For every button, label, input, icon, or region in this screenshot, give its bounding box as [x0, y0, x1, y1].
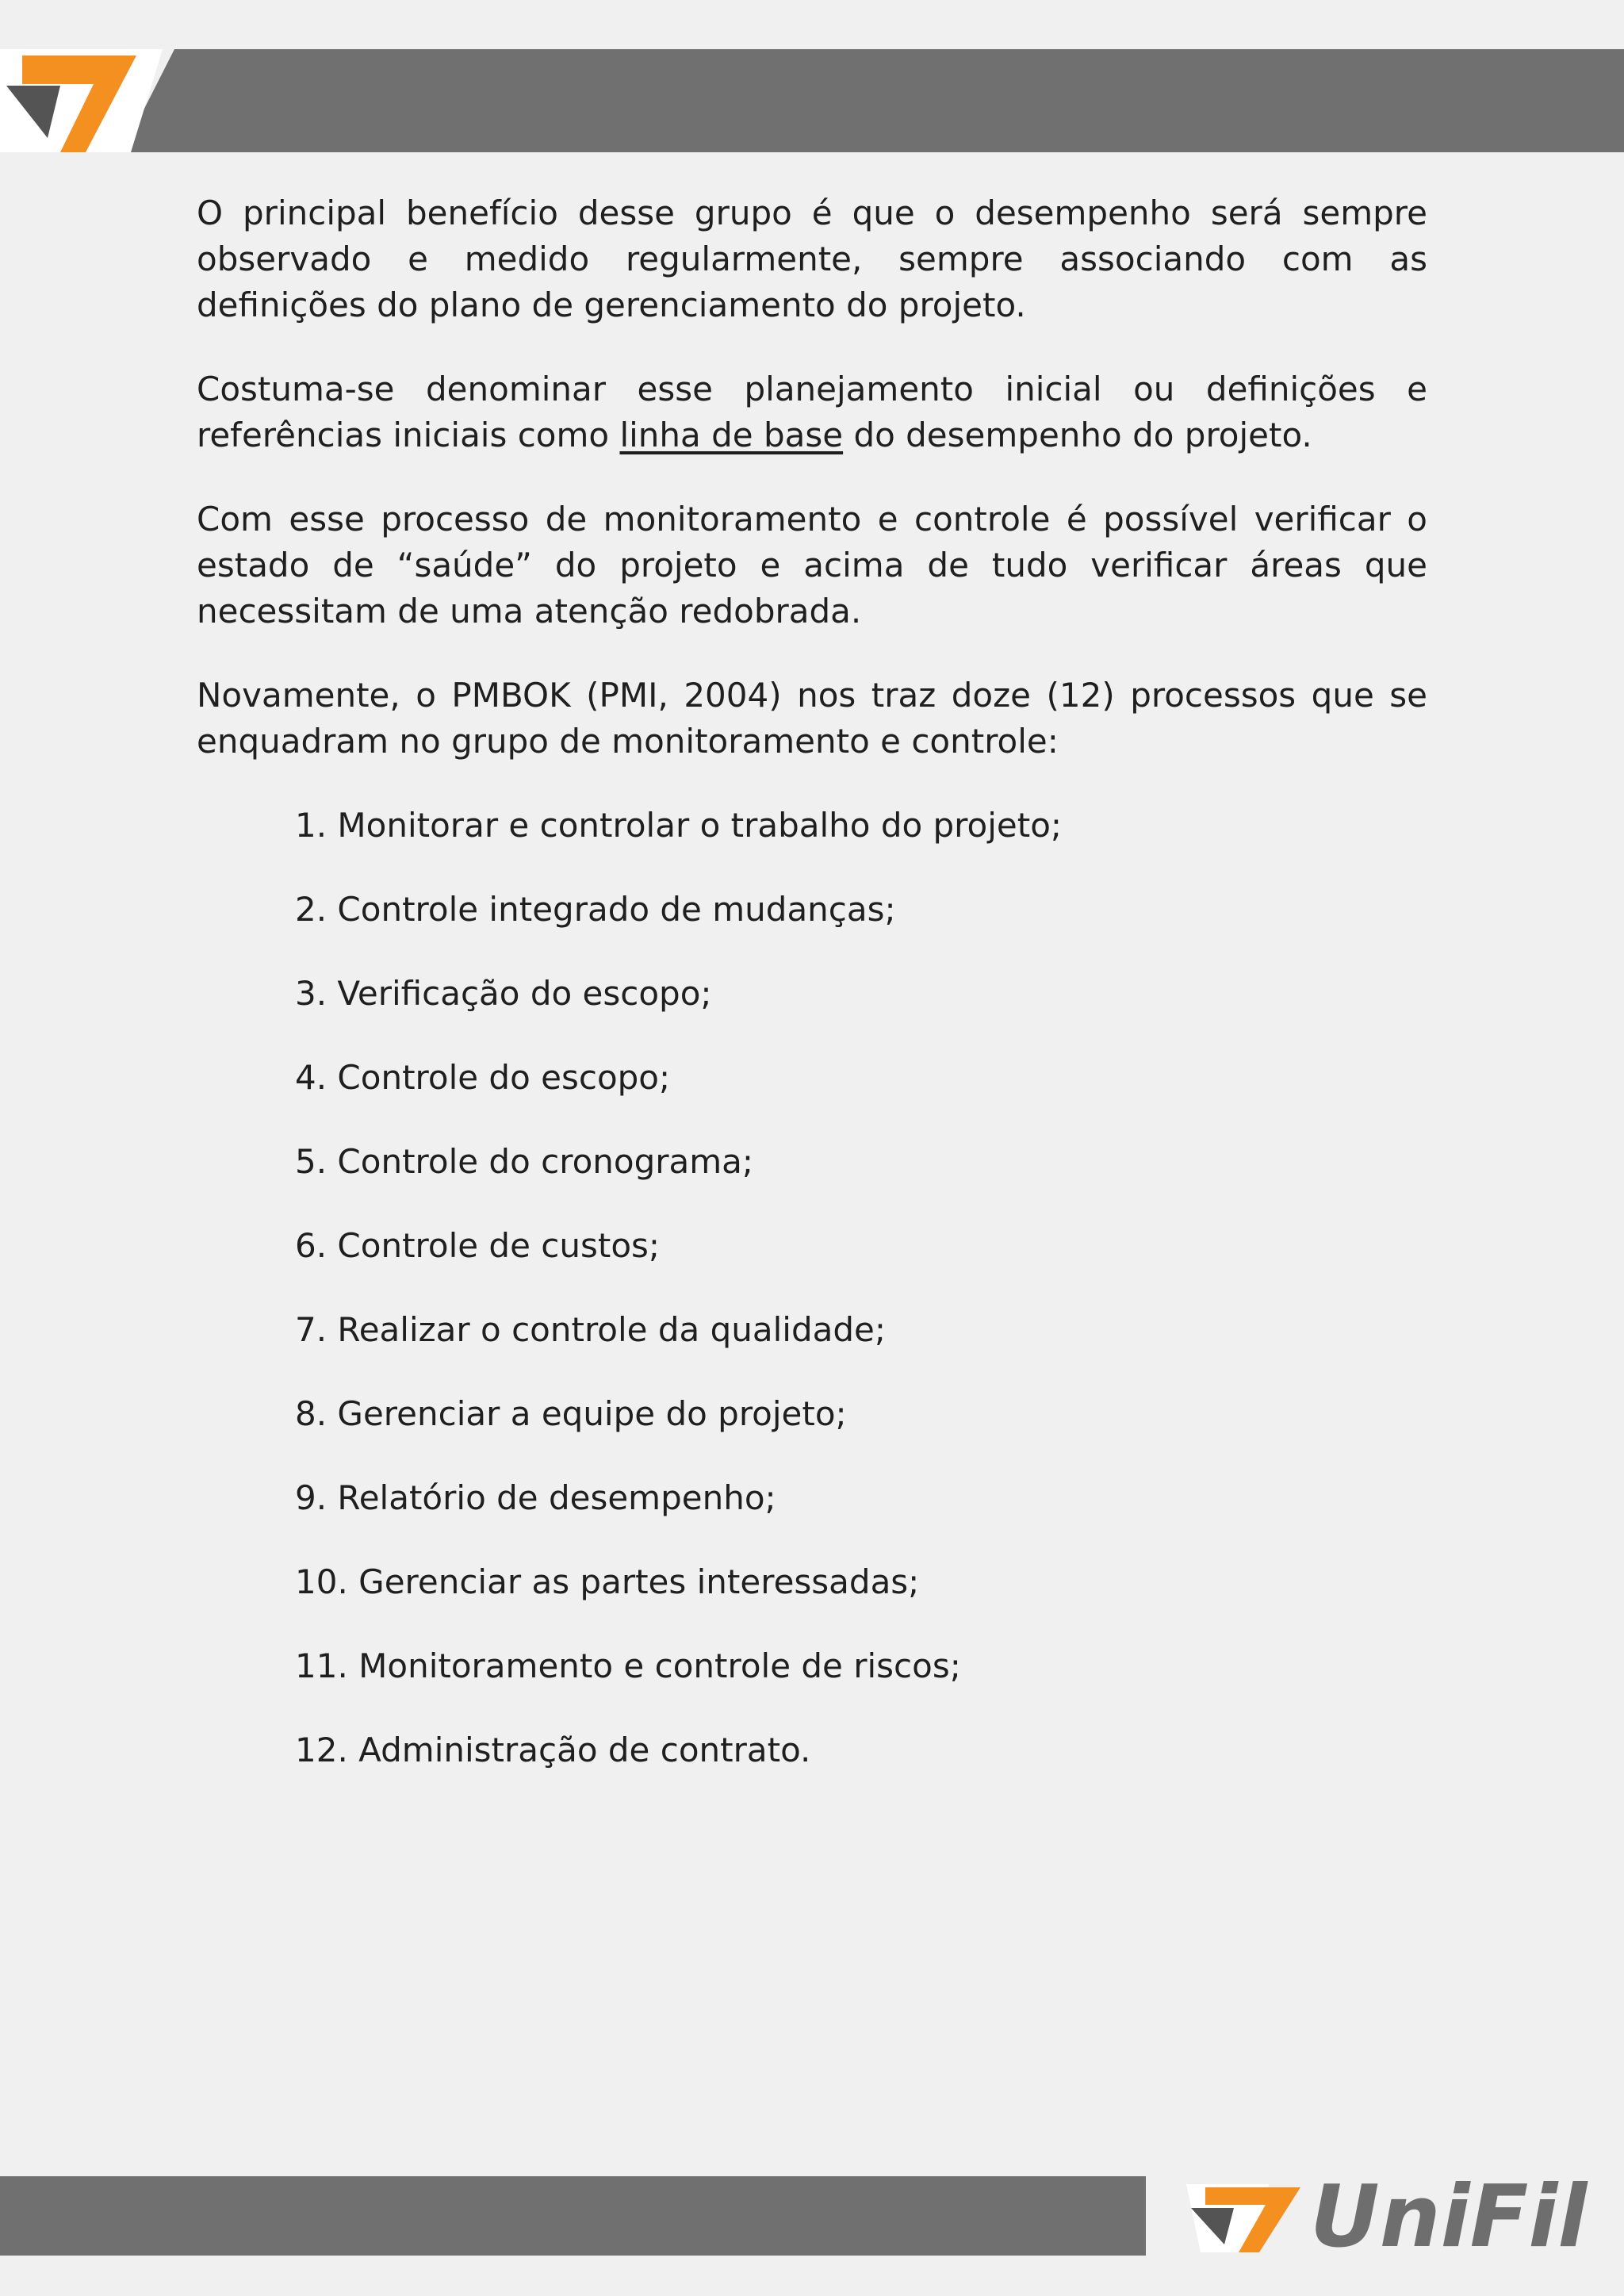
- paragraph-baseline: [197, 366, 1427, 458]
- header-band: [0, 49, 1624, 152]
- list-item: 2. Controle integrado de mudanças;: [295, 890, 896, 929]
- list-item: 9. Relatório de desempenho;: [295, 1478, 776, 1517]
- list-item: 11. Monitoramento e controle de riscos;: [295, 1646, 961, 1685]
- list-item: 8. Gerenciar a equipe do projeto;: [295, 1394, 847, 1433]
- paragraph-health: Com esse processo de monitoramento e controle é possível verificar o estado de “saúde” do projeto e acima de tudo verificar áreas que necessitam de uma atenção redobrada.: [197, 500, 1427, 631]
- footer-graphic: [0, 2176, 1624, 2256]
- paragraph-baseline-before: Costuma-se denominar esse planejamento inicial ou definições e referências iniciais como: [197, 370, 1427, 454]
- list-item: 3. Verificação do escopo;: [295, 974, 712, 1013]
- list-item: 10. Gerenciar as partes interessadas;: [295, 1562, 920, 1601]
- process-list: [197, 803, 1427, 1773]
- paragraph-baseline-after: do desempenho do projeto.: [843, 416, 1312, 454]
- footer-brand: UniFil: [1310, 2176, 1588, 2256]
- list-item: 6. Controle de custos;: [295, 1226, 661, 1265]
- paragraph-benefit: O principal benefício desse grupo é que o desempenho será sempre observado e medido regularmente, sempre associando com as definições do plano de gerenciamento do projeto.: [197, 194, 1427, 324]
- baseline-link[interactable]: linha de base: [619, 416, 844, 454]
- list-item: 7. Realizar o controle da qualidade;: [295, 1310, 887, 1349]
- list-item: 4. Controle do escopo;: [295, 1058, 671, 1097]
- list-item: 1. Monitorar e controlar o trabalho do projeto;: [295, 806, 1063, 845]
- header-graphic: [0, 49, 1624, 152]
- paragraph-pmbok: Novamente, o PMBOK (PMI, 2004) nos traz doze (12) processos que se enquadram no grupo de monitoramento e controle:: [197, 676, 1427, 761]
- footer-band: [0, 2176, 1624, 2256]
- document-body: [197, 190, 1427, 1811]
- list-item: 12. Administração de contrato.: [295, 1731, 811, 1769]
- list-item: 5. Controle do cronograma;: [295, 1142, 754, 1181]
